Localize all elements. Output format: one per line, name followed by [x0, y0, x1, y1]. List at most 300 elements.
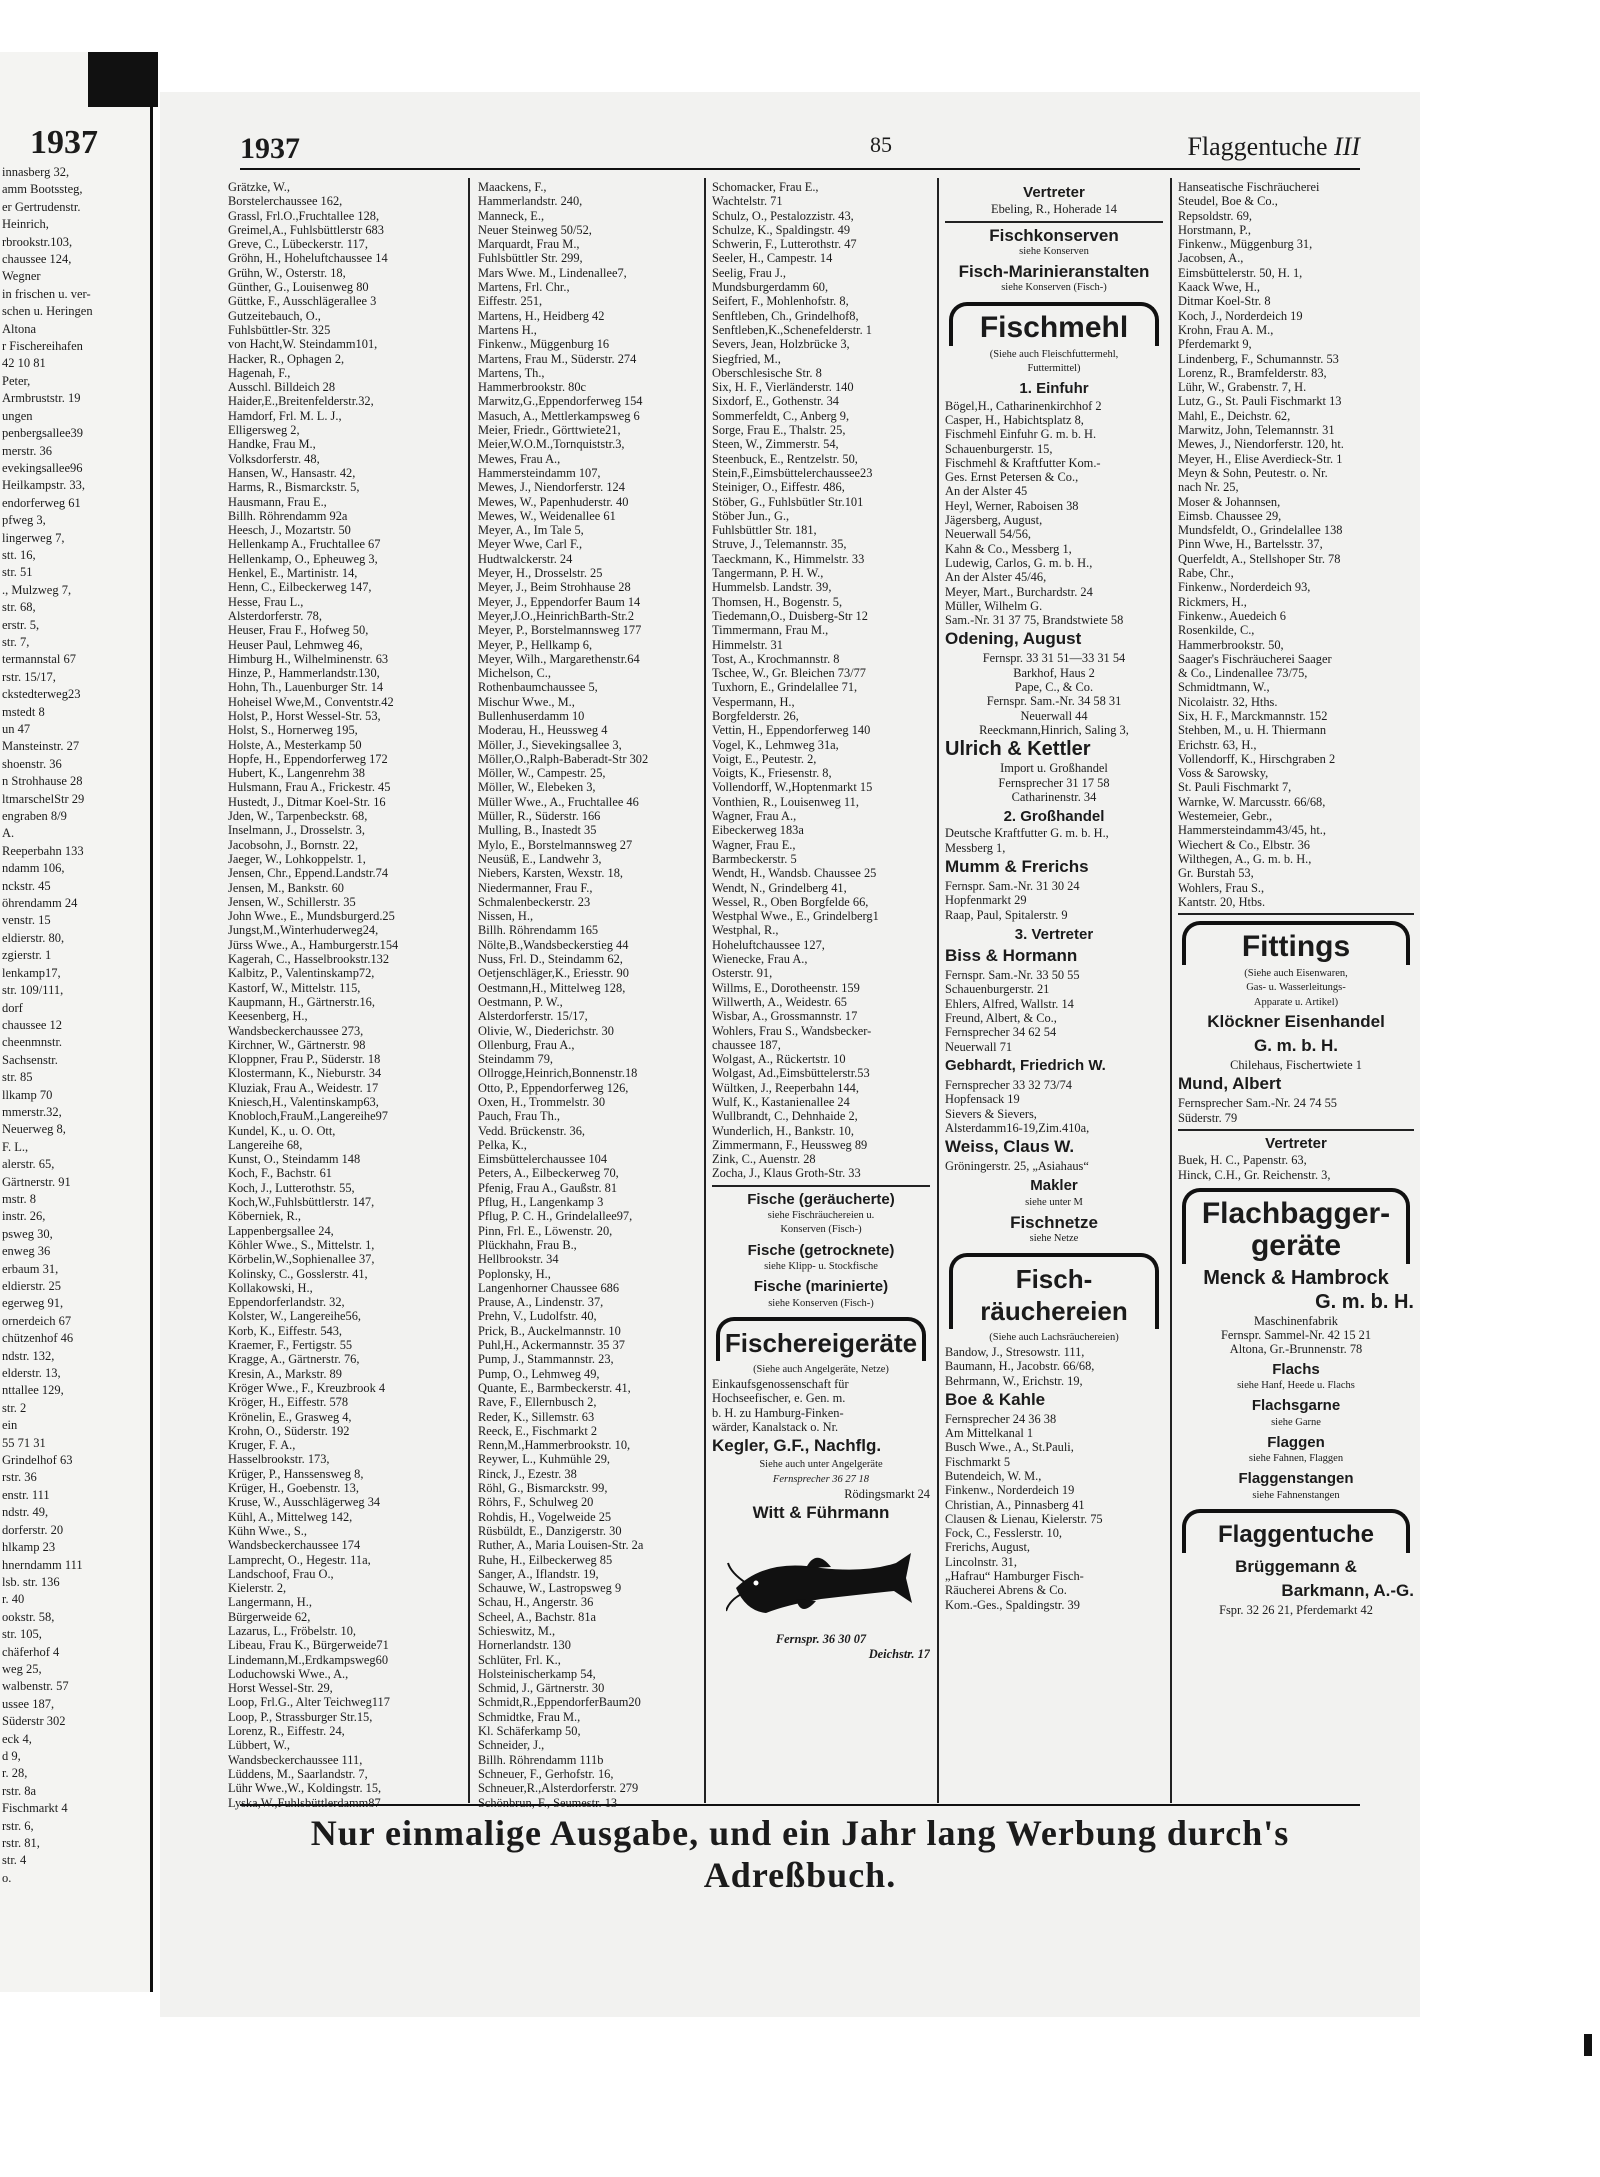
witt-ad: Witt & Führmann	[752, 1503, 890, 1523]
list-item: Gr. Burstah 53,	[1178, 866, 1254, 881]
list-item: Lühr Wwe.,W., Koldingstr. 15,	[228, 1781, 382, 1796]
list-item: Michelson, C.,	[478, 666, 551, 681]
list-item: Frerichs, August,	[945, 1540, 1031, 1555]
list-item: Lincolnstr. 31,	[945, 1554, 1017, 1569]
list-item: Harms, R., Bismarckstr. 5,	[228, 480, 360, 495]
list-item: Peters, A., Eilbeckerweg 70,	[478, 1166, 619, 1181]
list-item: Voigts, K., Friesenstr. 8,	[712, 766, 832, 781]
heading-marinieranstalten: Fisch-Marinieranstalten	[958, 262, 1150, 282]
list-item: Kruse, W., Ausschlägerweg 34	[228, 1495, 381, 1510]
list-item: Jürss Wwe., A., Hamburgerstr.154	[228, 937, 399, 952]
list-item: Vollendorff, W.,Hoptenmarkt 15	[712, 780, 873, 795]
list-item: Kaack Wwe, H.,	[1178, 280, 1260, 295]
list-item: Fischmehl & Kraftfutter Kom.-	[945, 455, 1101, 470]
list-item: schen u. Heringen	[2, 304, 93, 319]
list-item: Wolgast, Ad.,Eimsbüttelerstr.53	[712, 1066, 870, 1081]
list-item: Kaupmann, H., Gärtnerstr.16,	[228, 994, 375, 1009]
heading-fische-geraeucherte: Fische (geräucherte)	[747, 1190, 895, 1208]
list-item: Fuhlsbüttler-Str. 325	[228, 322, 331, 337]
list-item: Himburg H., Wilhelminenstr. 63	[228, 651, 389, 666]
list-item: Gärtnerstr. 91	[2, 1174, 71, 1189]
list-item: Kielerstr. 2,	[228, 1581, 287, 1596]
heading-grosshandel: 2. Großhandel	[1003, 808, 1105, 826]
list-item: Ebeling, R., Hoherade 14	[991, 202, 1117, 217]
list-item: Fischmarkt 4	[2, 1801, 68, 1816]
list-item: Sommerfeldt, C., Anberg 9,	[712, 408, 850, 423]
heading-fischkonserven: Fischkonserven	[989, 225, 1119, 245]
ad-address: Chilehaus, Fischertwiete 1	[1230, 1058, 1362, 1073]
list-item: rstr. 81,	[2, 1836, 40, 1850]
list-item: wärder, Kanalstack o. Nr.	[712, 1420, 839, 1435]
list-item: ookstr. 58,	[2, 1609, 55, 1624]
list-item: Masuch, A., Mettlerkampsweg 6	[478, 408, 640, 423]
list-item: n Strohhause 28	[2, 774, 83, 789]
list-item: Neuerweg 8,	[2, 1122, 66, 1137]
list-item: Schulze, K., Spaldingstr. 49	[712, 222, 851, 237]
catfish-illustration	[726, 1533, 916, 1628]
list-item: Loop, P., Strassburger Str.15,	[228, 1709, 373, 1724]
list-item: Finkenw., Norderdeich 93,	[1178, 580, 1311, 595]
list-item: Behrmann, W., Erichstr. 19,	[945, 1373, 1083, 1388]
list-item: Finkenw., Müggenburg 31,	[1178, 237, 1313, 252]
list-item: Schönbrun, F., Seumestr. 13	[478, 1795, 618, 1810]
list-item: un 47	[2, 722, 31, 736]
list-item: Eimsbüttelerstr. 50, H. 1,	[1178, 265, 1303, 280]
heading-flachsgarne: Flachsgarne	[1251, 1397, 1341, 1415]
list-item: Sixdorf, E., Gothenstr. 34	[712, 394, 839, 409]
list-item: Langereihe 68,	[228, 1137, 303, 1152]
list-item: Schmidtke, Frau M.,	[478, 1709, 581, 1724]
mumm-frerichs-ad: Mumm & Frerichs	[945, 856, 1089, 876]
list-item: Röhrs, F., Schulweg 20	[478, 1495, 594, 1510]
list-item: str. 2	[2, 1400, 27, 1415]
see-also: (Siehe auch Fleischfuttermehl,	[989, 348, 1119, 360]
list-item: Hustedt, J., Ditmar Koel-Str. 16	[228, 794, 386, 809]
list-item: Hesse, Frau L.,	[228, 594, 304, 609]
list-item: psweg 30,	[2, 1226, 53, 1241]
list-item: Loop, Frl.G., Alter Teichweg117	[228, 1695, 390, 1710]
previous-page-strip	[0, 52, 153, 1992]
list-item: Koch, F., Bachstr. 61	[228, 1166, 332, 1181]
list-item: Grindelhof 63	[2, 1453, 73, 1468]
list-item: Eibeckerweg 183a	[712, 823, 804, 838]
list-item: Krüger, H., Goebenstr. 13,	[228, 1481, 359, 1496]
see-also: (Siehe auch Angelgeräte, Netze)	[753, 1363, 889, 1375]
list-item: Repsoldstr. 69,	[1178, 208, 1253, 223]
list-item: Oestmann,H., Mittelweg 128,	[478, 980, 626, 995]
list-item: Ollenburg, Frau A.,	[478, 1037, 575, 1052]
list-item: Barkhof, Haus 2	[1013, 665, 1095, 680]
list-item: An der Alster 45	[945, 484, 1028, 499]
list-item: Tuxhorn, E., Grindelallee 71,	[712, 680, 858, 695]
list-item: 55 71 31	[2, 1435, 46, 1450]
list-item: Marwitz,G.,Eppendorferweg 154	[478, 394, 643, 409]
list-item: Willwerth, A., Weidestr. 65	[712, 994, 847, 1009]
list-item: Hammerbrookstr. 50,	[1178, 637, 1284, 652]
list-item: chaussee 12	[2, 1017, 63, 1032]
list-item: Krohn, Frau A. M.,	[1178, 322, 1274, 337]
list-item: Möller, W., Elebeken 3,	[478, 780, 596, 795]
list-item: Fischmehl Einfuhr G. m. b. H.	[945, 427, 1097, 442]
list-item: Hellbrookstr. 34	[478, 1252, 559, 1267]
list-item: Nicolaistr. 32, Hths.	[1178, 694, 1278, 709]
list-item: Neuer Steinweg 50/52,	[478, 222, 592, 237]
list-item: Pferdemarkt 9,	[1178, 337, 1252, 352]
list-item: elderstr. 13,	[2, 1366, 61, 1381]
list-item: Lüddens, M., Saarlandstr. 7,	[228, 1766, 368, 1781]
list-item: Greve, C., Lübeckerstr. 117,	[228, 237, 368, 252]
list-item: Rosenkilde, C.,	[1178, 623, 1255, 638]
list-item: mmerstr.32,	[2, 1104, 62, 1119]
list-item: Vollendorff, K., Hirschgraben 2	[1178, 751, 1336, 766]
list-item: Gröhn, H., Hoheluftchaussee 14	[228, 251, 388, 266]
list-item: Kühn Wwe., S.,	[228, 1523, 307, 1538]
list-item: Mewes, J., Niendorferstr. 120, ht.	[1178, 437, 1344, 452]
list-item: amm Bootssteg,	[2, 182, 83, 197]
gebhardt-ad: Gebhardt, Friedrich W.	[945, 1056, 1106, 1074]
list-item: Lyska,W.,Fuhlsbüttlerdamm87	[228, 1795, 381, 1810]
list-item: Rinck, J., Ezestr. 38	[478, 1466, 577, 1481]
list-item: Rabe, Chr.,	[1178, 566, 1234, 581]
list-item: Stein,F.,Eimsbüttelerchaussee23	[712, 465, 873, 480]
list-item: Kresin, A., Markstr. 89	[228, 1366, 342, 1381]
list-item: Mahl, E., Deichstr. 62,	[1178, 408, 1291, 423]
list-item: Henn, C., Eilbeckerweg 147,	[228, 580, 372, 595]
list-item: Meyer, J., Eppendorfer Baum 14	[478, 594, 641, 609]
see-also: (Siehe auch Lachsräuchereien)	[989, 1331, 1119, 1343]
list-item: Kirchner, W., Gärtnerstr. 98	[228, 1037, 366, 1052]
list-item: Hulsmann, Frau A., Frickestr. 45	[228, 780, 391, 795]
list-item: Hudtwalckerstr. 24	[478, 551, 573, 566]
list-item: Buek, H. C., Papenstr. 63,	[1178, 1153, 1307, 1168]
list-item: von Hacht,W. Steindamm101,	[228, 337, 378, 352]
list-item: Wienecke, Frau A.,	[712, 952, 808, 967]
list-item: b. H. zu Hamburg-Finken-	[712, 1405, 844, 1420]
list-item: Prause, A., Lindenstr. 37,	[478, 1295, 604, 1310]
list-item: Altona	[2, 321, 37, 336]
list-item: Seelig, Frau J.,	[712, 265, 786, 280]
see-also: siehe Fahnenstangen	[1252, 1489, 1340, 1501]
list-item: Kom.-Ges., Spaldingstr. 39	[945, 1597, 1080, 1612]
list-item: instr. 26,	[2, 1209, 46, 1224]
list-item: Meyer, H., Elise Averdieck-Str. 1	[1178, 451, 1343, 466]
list-item: Lazarus, L., Fröbelstr. 10,	[228, 1623, 357, 1638]
list-item: öhrendamm 24	[2, 896, 78, 911]
list-item: str. 109/111,	[2, 983, 64, 998]
list-item: Thomsen, H., Bogenstr. 5,	[712, 594, 843, 609]
list-item: Rave, F., Ellernbusch 2,	[478, 1395, 597, 1410]
list-item: Bullenhuserdamm 10	[478, 708, 585, 723]
list-item: Jägersberg, August,	[945, 513, 1043, 528]
list-item: Kolinsky, C., Gosslerstr. 41,	[228, 1266, 368, 1281]
previous-page-year: 1937	[30, 124, 98, 161]
list-item: Inselmann, J., Drosselstr. 3,	[228, 823, 365, 838]
list-item: Knobloch,FrauM.,Langereihe97	[228, 1109, 389, 1124]
list-item: d 9,	[2, 1748, 21, 1763]
column-divider	[937, 178, 939, 1803]
list-item: Ges. Ernst Petersen & Co.,	[945, 470, 1079, 485]
list-item: nttallee 129,	[2, 1383, 64, 1398]
flaggentuche-banner: Flaggentuche	[1182, 1509, 1410, 1553]
list-item: Koch, J., Lutterothstr. 55,	[228, 1180, 355, 1195]
list-item: Hellenkamp A., Fruchtallee 67	[228, 537, 381, 552]
list-item: Pflug, P. C. H., Grindelallee97,	[478, 1209, 633, 1224]
list-item: str. 68,	[2, 600, 36, 615]
list-item: pfweg 3,	[2, 513, 46, 528]
list-item: Rickmers, H.,	[1178, 594, 1247, 609]
list-item: Zocha, J., Klaus Groth-Str. 33	[712, 1166, 861, 1181]
list-item: ussee 187,	[2, 1696, 55, 1711]
list-item: Stehben, M., u. H. Thiermann	[1178, 723, 1327, 738]
list-item: Schlüter, Frl. K.,	[478, 1652, 561, 1667]
list-item: Niedermanner, Frau F.,	[478, 880, 593, 895]
list-item: Reeperbahn 133	[2, 843, 84, 858]
list-item: Meyer,J.O.,HeinrichBarth-Str.2	[478, 608, 635, 623]
list-item: Fernsprecher Sam.-Nr. 24 74 55	[1178, 1096, 1337, 1111]
list-item: eldierstr. 25	[2, 1279, 62, 1293]
list-item: Schneuer, F., Gerhofstr. 16,	[478, 1766, 614, 1781]
list-item: Lorenz, R., Eiffestr. 24,	[228, 1724, 345, 1739]
list-item: Schau, H., Angerstr. 36	[478, 1595, 594, 1610]
kloeckner-ad: Klöckner Eisenhandel	[1207, 1012, 1385, 1032]
list-item: Wachtelstr. 71	[712, 194, 783, 209]
list-item: Martens H.,	[478, 322, 537, 337]
list-item: Schmalenbeckerstr. 23	[478, 894, 591, 909]
list-item: Wagner, Frau E.,	[712, 837, 796, 852]
list-item: Plückhahn, Frau B.,	[478, 1237, 577, 1252]
list-item: Müller, Wilhelm G.	[945, 598, 1043, 613]
list-item: Krönelin, E., Grasweg 4,	[228, 1409, 352, 1424]
list-item: Reeck, E., Fischmarkt 2	[478, 1423, 598, 1438]
list-item: Wendt, H., Wandsb. Chaussee 25	[712, 866, 877, 881]
list-item: Eimsb. Chaussee 29,	[1178, 508, 1282, 523]
page-number: 85	[870, 132, 892, 157]
list-item: Fock, C., Fesslerstr. 10,	[945, 1526, 1063, 1541]
list-item: A.	[2, 826, 15, 841]
list-item: Krohn, O., Süderstr. 192	[228, 1423, 350, 1438]
list-item: str. 51	[2, 565, 33, 580]
list-item: Jensen, W., Schillerstr. 35	[228, 894, 356, 909]
list-item: Schomacker, Frau E.,	[712, 180, 819, 194]
list-item: Pape, C., & Co.	[1014, 680, 1094, 695]
list-item: Hammerbrookstr. 80c	[478, 380, 587, 395]
list-item: ornerdeich 67	[2, 1313, 72, 1328]
list-item: F. L.,	[2, 1139, 29, 1154]
list-item: Zink, C., Auenstr. 28	[712, 1152, 816, 1167]
see-also: siehe Konserven	[1019, 245, 1089, 257]
list-item: ckstedterweg23	[2, 687, 81, 702]
menck-hambrock-ad: Menck & Hambrock	[1203, 1266, 1389, 1289]
list-item: Himmelstr. 31	[712, 637, 783, 652]
list-item: Heilkampstr. 33,	[2, 478, 85, 493]
see-also: siehe unter M	[1025, 1196, 1083, 1208]
list-item: Oberschlesische Str. 8	[712, 365, 822, 380]
list-item: str. 105,	[2, 1627, 42, 1642]
list-item: lenkamp17,	[2, 965, 61, 980]
list-item: enstr. 111	[2, 1487, 50, 1502]
list-item: Hammersteindamm43/45, ht.,	[1178, 823, 1326, 838]
list-item: Loduchowski Wwe., A.,	[228, 1666, 349, 1681]
list-item: r. 40	[2, 1592, 25, 1607]
mund-ad: Mund, Albert	[1178, 1074, 1282, 1094]
list-item: Sorge, Frau E., Thalstr. 25,	[712, 423, 846, 438]
heading-einfuhr: 1. Einfuhr	[1019, 380, 1089, 398]
list-item: St. Pauli Fischmarkt 7,	[1178, 780, 1292, 795]
list-item: Hansen, W., Hansastr. 42,	[228, 465, 356, 480]
list-item: Lindenberg, F., Schumannstr. 53	[1178, 351, 1339, 366]
list-item: Kolster, W., Langereihe56,	[228, 1309, 362, 1324]
list-item: str. 85	[2, 1070, 33, 1085]
list-item: alerstr. 65,	[2, 1157, 55, 1172]
list-item: Six, H. F., Marckmannstr. 152	[1178, 708, 1328, 723]
list-item: Kl. Schäferkamp 50,	[478, 1724, 581, 1739]
list-item: Elligersweg 2,	[228, 423, 300, 438]
list-item: Tangermann, P. H. W.,	[712, 566, 824, 581]
list-item: endorferweg 61	[2, 495, 81, 510]
list-item: Jaeger, W., Lohkoppelstr. 1,	[228, 851, 366, 866]
list-item: Hoheluftchaussee 127,	[712, 937, 825, 952]
list-item: venstr. 15	[2, 913, 51, 928]
list-item: Busch Wwe., A., St.Pauli,	[945, 1440, 1074, 1455]
list-item: Wessel, R., Oben Borgfelde 66,	[712, 894, 869, 909]
list-item: Heesch, J., Mozartstr. 50	[228, 523, 351, 538]
list-item: Pump, O., Lehmweg 49,	[478, 1366, 600, 1381]
list-item: Mylo, E., Borstelmannsweg 27	[478, 837, 633, 852]
list-item: Deutsche Kraftfutter G. m. b. H.,	[945, 826, 1109, 841]
list-item: Mewes, Frau A.,	[478, 451, 561, 466]
list-item: nckstr. 45	[2, 878, 51, 893]
list-item: Westphal Wwe., E., Grindelberg1	[712, 909, 879, 924]
list-item: Schauenburgerstr. 15,	[945, 441, 1053, 456]
list-item: Jensen, Chr., Eppend.Landstr.74	[228, 866, 389, 881]
list-item: Six, H. F., Vierländerstr. 140	[712, 380, 854, 395]
list-item: Finkenw., Norderdeich 19	[945, 1483, 1075, 1498]
section-title: Flaggentuche III	[1187, 132, 1360, 161]
list-item: Langenhorner Chaussee 686	[478, 1280, 620, 1295]
list-item: Hinze, P., Hammerlandstr.130,	[228, 666, 380, 681]
list-item: Steenbuck, E., Rentzelstr. 50,	[712, 451, 858, 466]
list-item: Meyn & Sohn, Peutestr. o. Nr.	[1178, 465, 1328, 480]
list-item: chützenhof 46	[2, 1331, 74, 1346]
list-item: Neuerwall 71	[945, 1039, 1013, 1054]
list-item: Fuhlsbüttler Str. 181,	[712, 523, 817, 538]
list-item: Kalbitz, P., Valentinskamp72,	[228, 966, 375, 981]
list-item: Sachsenstr.	[2, 1052, 58, 1067]
column-divider	[1170, 178, 1172, 1803]
list-item: Borstelerchaussee 162,	[228, 194, 343, 209]
list-item: Meyer, J., Beim Strohhause 28	[478, 580, 631, 595]
list-item: Kagerah, C., Hasselbrookstr.132	[228, 952, 390, 967]
list-item: Eimsbüttelerchaussee 104	[478, 1152, 608, 1167]
list-item: Holst, S., Hornerweg 195,	[228, 723, 358, 738]
list-item: Hasselbrookstr. 173,	[228, 1452, 330, 1467]
list-item: Greimel,A., Fuhlsbüttlerstr 683	[228, 222, 384, 237]
list-item: Senftleben,K.,Schenefelderstr. 1	[712, 322, 872, 337]
fischraeuchereien-banner: Fisch-räuchereien	[949, 1253, 1159, 1329]
scan-edge-mark	[1584, 2034, 1592, 2056]
list-item: Schulz, O., Pestalozzistr. 43,	[712, 208, 854, 223]
list-item: ltmarschelStr 29	[2, 791, 85, 806]
list-item: Süderstr. 79	[1178, 1110, 1238, 1125]
list-item: Peter,	[2, 373, 31, 388]
list-item: Mewes, W., Papenhuderstr. 40	[478, 494, 629, 509]
list-item: Mansteinstr. 27	[2, 739, 80, 754]
list-item: rbrookstr.103,	[2, 234, 73, 249]
list-item: Altona, Gr.-Brunnenstr. 78	[1229, 1342, 1363, 1357]
list-item: dorferstr. 20	[2, 1522, 64, 1537]
list-item: Röhl, G., Bismarckstr. 99,	[478, 1481, 608, 1496]
list-item: Schmid, J., Gärtnerstr. 30	[478, 1681, 605, 1696]
list-item: Libeau, Frau K., Bürgerweide71	[228, 1638, 389, 1653]
list-item: ., Mulzweg 7,	[2, 582, 72, 597]
list-item: ungen	[2, 408, 33, 423]
list-item: Wültken, J., Reeperbahn 144,	[712, 1080, 859, 1095]
list-item: Westemeier, Gebr.,	[1178, 809, 1273, 824]
list-item: Freund, Albert, & Co.,	[945, 1011, 1057, 1026]
list-item: Vedd. Brückenstr. 36,	[478, 1123, 586, 1138]
list-item: chaussee 124,	[2, 252, 72, 267]
list-item: Keesenberg, H.,	[228, 1009, 308, 1024]
list-item: Lübbert, W.,	[228, 1738, 290, 1753]
list-item: Prick, B., Auckelmannstr. 10	[478, 1323, 621, 1338]
list-item: Import u. Großhandel	[1000, 761, 1108, 776]
list-item: Mars Wwe. M., Lindenallee7,	[478, 265, 627, 280]
list-item: Oxen, H., Trommelstr. 30	[478, 1095, 606, 1109]
list-item: Taeckmann, K., Himmelstr. 33	[712, 551, 865, 566]
list-item: Quante, E., Barmbeckerstr. 41,	[478, 1380, 631, 1395]
list-item: (Siehe auch Eisenwaren,	[1244, 968, 1348, 980]
list-item: Willms, E., Dorotheenstr. 159	[712, 980, 860, 995]
list-item: Tschee, W., Gr. Bleichen 73/77	[712, 666, 866, 681]
list-item: Hopfensack 19	[945, 1092, 1020, 1107]
list-item: Lamprecht, O., Hegestr. 11a,	[228, 1552, 371, 1567]
ad-phone: Fernspr. 36 30 07	[775, 1632, 867, 1647]
list-item: Bandow, J., Stresowstr. 111,	[945, 1344, 1085, 1359]
list-item: Einkaufsgenossenschaft für	[712, 1377, 849, 1392]
list-item: Kollakowski, H.,	[228, 1280, 313, 1295]
list-item: Kastorf, W., Mittelstr. 115,	[228, 980, 361, 995]
list-item: Kniesch,H., Valentinskamp63,	[228, 1095, 379, 1109]
menck-hambrock-ad-line: G. m. b. H.	[1315, 1290, 1414, 1313]
list-item: Meyer, Wilh., Margarethenstr.64	[478, 651, 640, 666]
list-item: Nölte,B.,Wandsbeckerstieg 44	[478, 937, 629, 952]
previous-page-lines	[0, 164, 148, 1887]
list-item: Poplonsky, H.,	[478, 1266, 551, 1281]
list-item: Günther, G., Louisenweg 80	[228, 280, 369, 295]
list-item: Fernsprecher 31 17 58	[998, 775, 1110, 790]
list-item: Finkenw., Müggenburg 16	[478, 337, 610, 352]
list-item: Jacobsen, A.,	[1178, 251, 1244, 266]
list-item: Seifert, F., Mohlenhofstr. 8,	[712, 294, 849, 309]
list-item: Wunderlich, H., Bankstr. 10,	[712, 1123, 854, 1138]
list-item: Billh. Röhrendamm 111b	[478, 1752, 604, 1767]
list-item: Kragge, A., Gärtnerstr. 76,	[228, 1352, 360, 1367]
list-item: Heyl, Werner, Raboisen 38	[945, 498, 1079, 513]
heading-makler: Makler	[1030, 1177, 1078, 1195]
list-item: Ludewig, Carlos, G. m. b. H.,	[945, 555, 1093, 570]
list-item: Casper, H., Habichtsplatz 8,	[945, 412, 1084, 427]
list-item: Schwerin, F., Lutterothstr. 47	[712, 237, 857, 252]
list-item: Renn,M.,Hammerbrookstr. 10,	[478, 1438, 631, 1453]
list-item: Neuerwall 44	[1020, 708, 1088, 723]
list-item: Sanger, A., Iflandstr. 19,	[478, 1566, 599, 1581]
list-item: Jensen, M., Bankstr. 60	[228, 880, 344, 895]
list-item: Kluziak, Frau A., Weidestr. 17	[228, 1080, 379, 1095]
list-item: str. 7,	[2, 634, 30, 649]
kloeckner-ad-line: G. m. b. H.	[1253, 1036, 1339, 1056]
list-item: Hellenkamp, O., Epheuweg 3,	[228, 551, 378, 566]
heading-flaggenstangen: Flaggenstangen	[1238, 1470, 1354, 1488]
